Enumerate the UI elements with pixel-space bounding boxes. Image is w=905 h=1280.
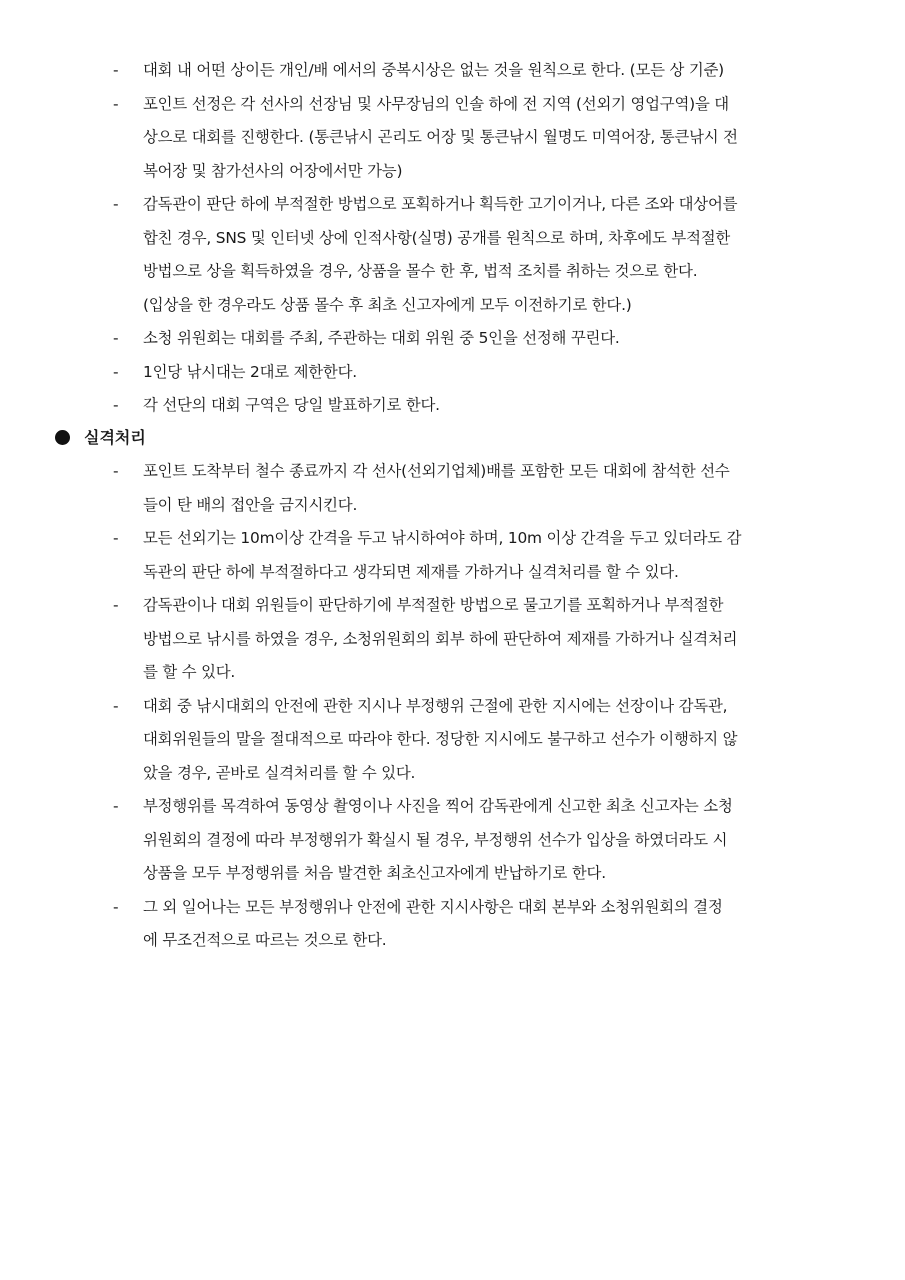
section-heading xyxy=(0,421,905,455)
dash-marker: - xyxy=(113,94,119,113)
rule-text: 포인트 선정은 각 선사의 선장님 및 사무장님의 인솔 하에 전 지역 (선외기 영업구역)을 대 상으로 대회를 진행한다. (통큰낚시 곤리도 어장 및 통큰낚시 월명도 미역어장, 통큰낚시 전 복어장 및 참가선사의 어장에서만 가능) xyxy=(143,94,738,180)
dash-marker: - xyxy=(113,362,119,381)
list-item xyxy=(0,455,905,522)
rules-list-disqualification xyxy=(0,455,905,958)
section-title: 실격처리 xyxy=(84,428,146,447)
rule-text: 소청 위원회는 대회를 주최, 주관하는 대회 위원 중 5인을 선정해 꾸린다. xyxy=(143,329,620,347)
list-item xyxy=(0,690,905,791)
rules-list-top xyxy=(0,54,905,423)
dash-marker: - xyxy=(113,462,119,480)
rule-text: 1인당 낚시대는 2대로 제한한다. xyxy=(143,362,357,381)
dash-marker: - xyxy=(113,396,119,414)
list-item xyxy=(0,891,905,958)
dash-marker: - xyxy=(113,696,119,715)
dash-marker: - xyxy=(113,596,119,614)
list-item xyxy=(0,188,905,322)
dash-marker: - xyxy=(113,529,119,547)
rule-text: 그 외 일어나는 모든 부정행위나 안전에 관한 지시사항은 대회 본부와 소청위원회의 결정 에 무조건적으로 따르는 것으로 한다. xyxy=(143,897,723,949)
rule-text: 대회 내 어떤 상이든 개인/배 에서의 중복시상은 없는 것을 원칙으로 한다. (모든 상 기준) xyxy=(143,61,724,79)
section-heading-wrap xyxy=(0,421,905,455)
list-item xyxy=(0,790,905,891)
dash-marker: - xyxy=(113,329,119,347)
dash-marker: - xyxy=(113,195,119,213)
list-item xyxy=(0,389,905,423)
list-item xyxy=(0,54,905,88)
dash-marker: - xyxy=(113,797,119,815)
rule-text: 대회 중 낚시대회의 안전에 관한 지시나 부정행위 근절에 관한 지시에는 선장이나 감독관, 대회위원들의 말을 절대적으로 따라야 한다. 정당한 지시에도 불구하고 선수가 이행하지 않 았을 경우, 곧바로 실격처리를 할 수 있다. xyxy=(143,696,738,782)
list-item xyxy=(0,356,905,390)
rule-text: 각 선단의 대회 구역은 당일 발표하기로 한다. xyxy=(143,396,440,414)
filled-circle-bullet-icon xyxy=(55,430,70,445)
rule-text: 감독관이 판단 하에 부적절한 방법으로 포획하거나 획득한 고기이거나, 다른 조와 대상어를 합친 경우, SNS 및 인터넷 상에 인적사항(실명) 공개를 원칙으로 하며, 차후에도 부적절한 방법으로 상을 획득하였을 경우, 상품을 몰수 한 후, 법적 조치를 취하는 것으로 한다. (입상을 한 경우라도 상품 몰수 후 최초 신고자에게 모두 이전하기로 한다.) xyxy=(143,195,738,314)
dash-marker: - xyxy=(113,61,119,79)
rule-text: 모든 선외기는 10m이상 간격을 두고 낚시하여야 하며, 10m 이상 간격을 두고 있더라도 감 독관의 판단 하에 부적절하다고 생각되면 제재를 가하거나 실격처리를 할 수 있다. xyxy=(143,529,742,581)
rule-text: 포인트 도착부터 철수 종료까지 각 선사(선외기업체)배를 포함한 모든 대회에 참석한 선수 들이 탄 배의 접안을 금지시킨다. xyxy=(143,462,730,514)
list-item xyxy=(0,88,905,189)
rule-text: 감독관이나 대회 위원들이 판단하기에 부적절한 방법으로 물고기를 포획하거나 부적절한 방법으로 낚시를 하였을 경우, 소청위원회의 회부 하에 판단하여 제재를 가하거나 실격처리 를 할 수 있다. xyxy=(143,596,738,681)
list-item xyxy=(0,322,905,356)
dash-marker: - xyxy=(113,897,119,916)
list-item xyxy=(0,522,905,589)
list-item xyxy=(0,589,905,690)
rule-text: 부정행위를 목격하여 동영상 촬영이나 사진을 찍어 감독관에게 신고한 최초 신고자는 소청 위원회의 결정에 따라 부정행위가 확실시 될 경우, 부정행위 선수가 입상을 하였더라도 시 상품을 모두 부정행위를 처음 발견한 최초신고자에게 반납하기로 한다. xyxy=(143,797,733,882)
